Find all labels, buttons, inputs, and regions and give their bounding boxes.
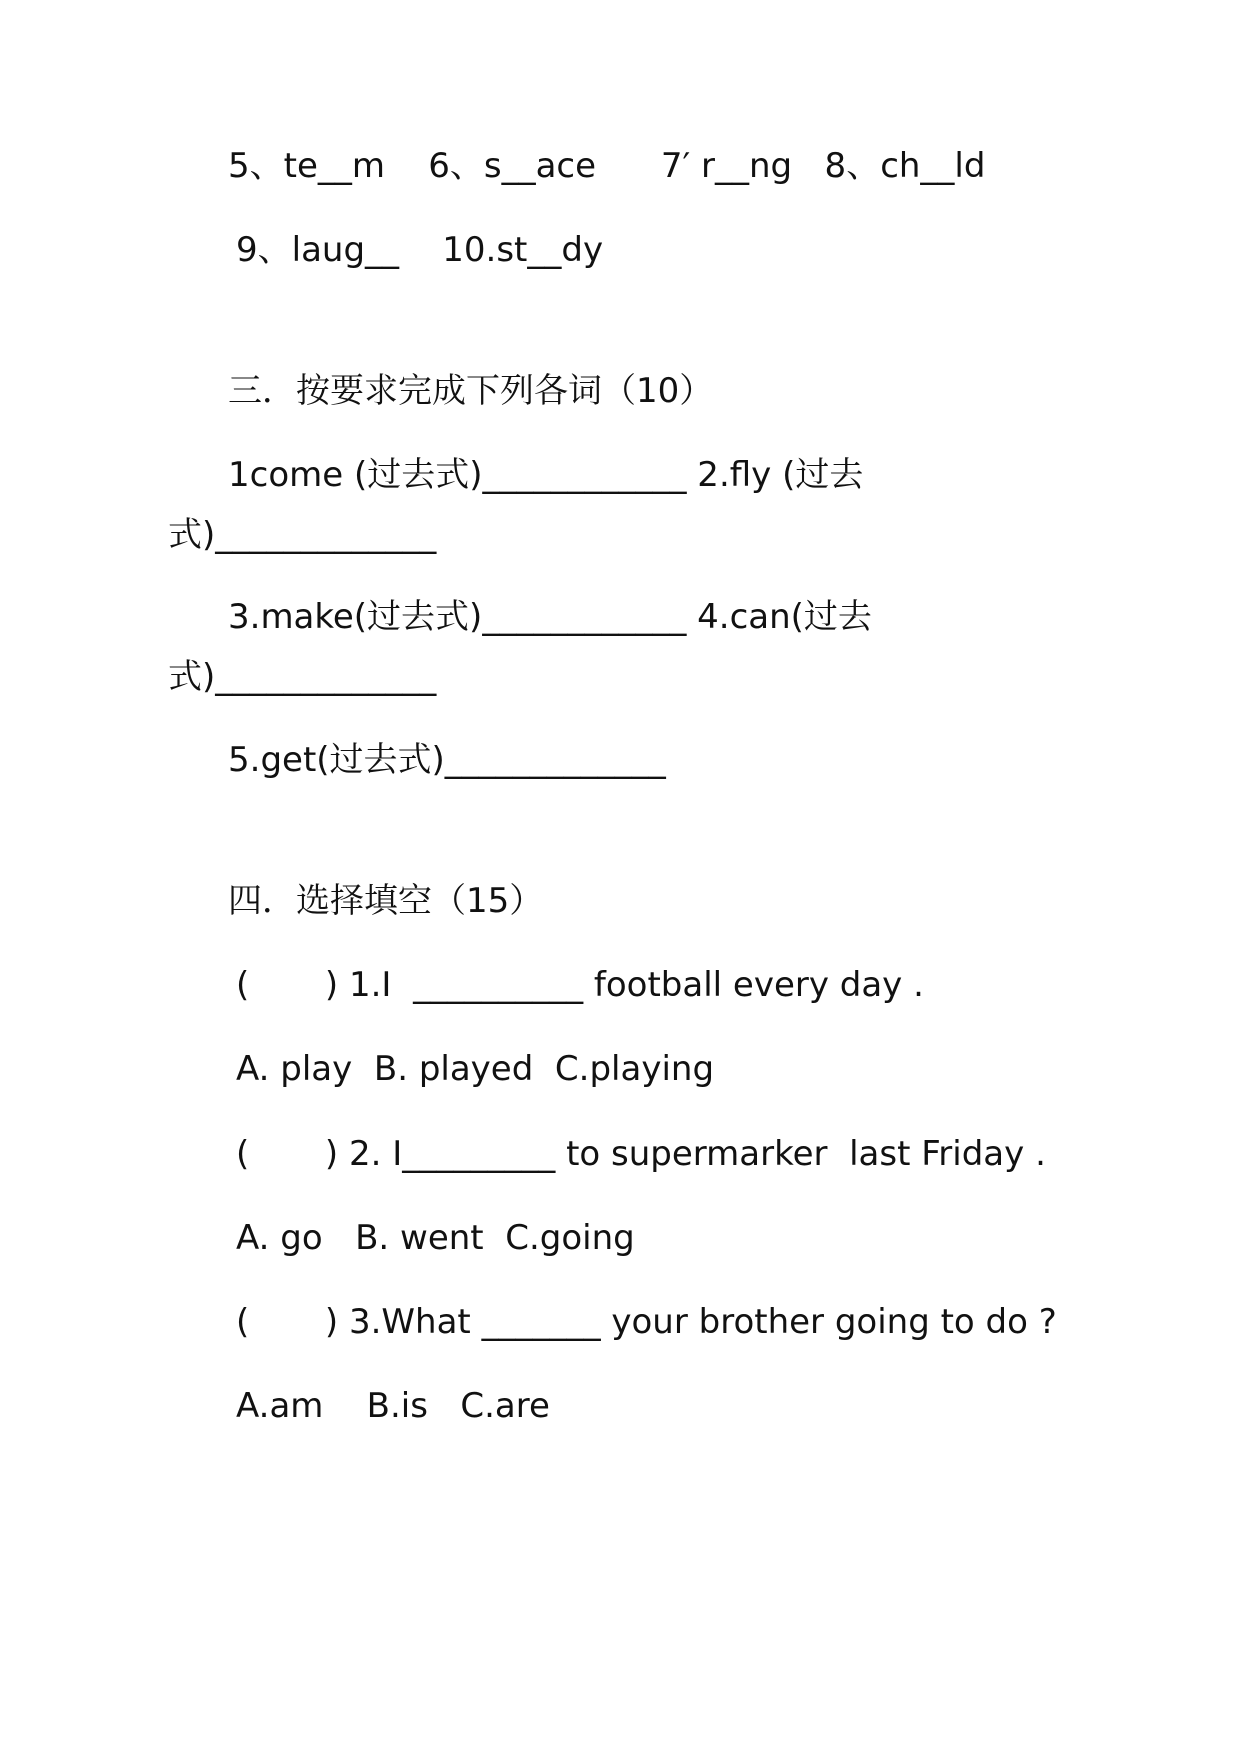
section-4-heading: 四．选择填空（15）: [228, 881, 544, 921]
spelling-line-5-8: 5、te__m 6、s__ace 7′ r__ng 8、ch__ld: [228, 146, 986, 186]
section-4-question-3: ( ) 3.What _______ your brother going to do ?: [236, 1302, 1057, 1342]
section-4-question-1: ( ) 1.I __________ football every day .: [236, 965, 924, 1005]
section-4-question-2-options: A. go B. went C.going: [236, 1218, 635, 1258]
section-3-q3-line1: 3.make(过去式)____________ 4.can(过去: [228, 597, 872, 637]
section-4-question-2: ( ) 2. I_________ to supermarker last Friday .: [236, 1134, 1046, 1174]
section-3-heading: 三．按要求完成下列各词（10）: [228, 371, 714, 411]
section-4-question-1-options: A. play B. played C.playing: [236, 1049, 715, 1089]
section-3-q1-line2: 式)_____________: [168, 515, 437, 555]
section-3-q3-line2: 式)_____________: [168, 657, 437, 697]
section-3-q1-line1: 1come (过去式)____________ 2.fly (过去: [228, 455, 864, 495]
spelling-line-9-10: 9、laug__ 10.st__dy: [236, 230, 604, 270]
section-3-q5: 5.get(过去式)_____________: [228, 740, 666, 780]
section-4-question-3-options: A.am B.is C.are: [236, 1386, 550, 1426]
